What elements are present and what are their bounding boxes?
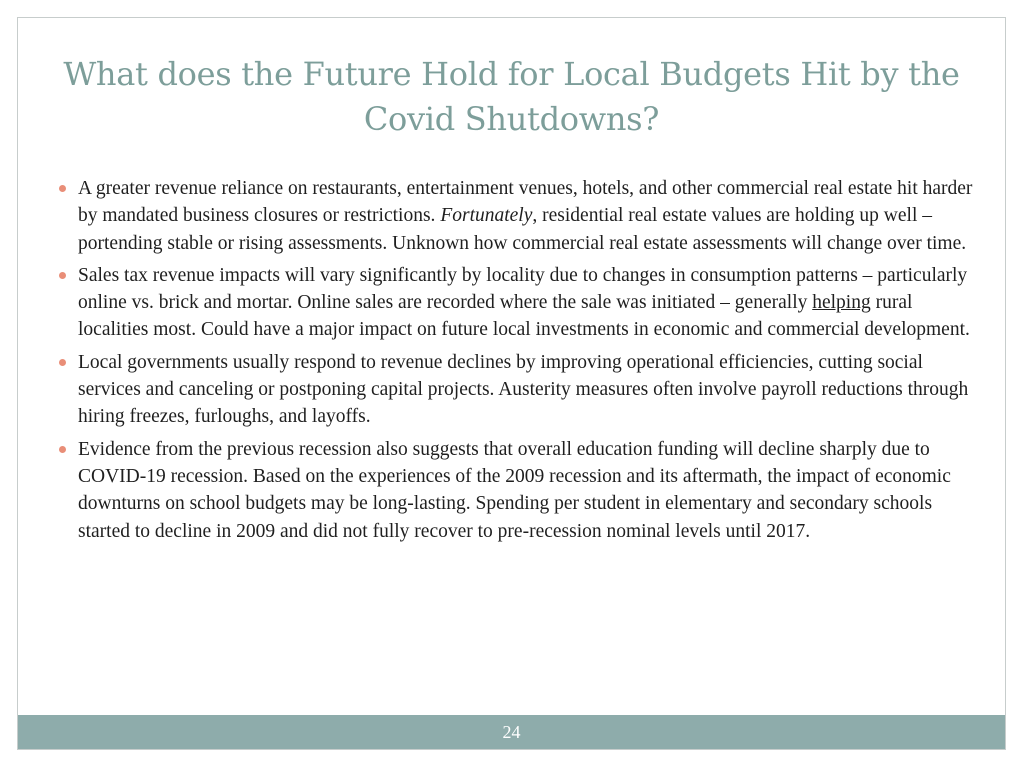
bullet-text: Local governments usually respond to revenue declines by improving operational efficiencies, cutting social services and canceling or postponing capital projects. Austerity measures often involve payroll reductions through hiring freezes, furloughs, and layoffs. [78,351,969,428]
bullet-item-education-funding [59,436,979,545]
bullet-dot-icon [59,359,66,366]
bullet-text-part: , residential real estate values are holding up well – portending stable or rising assessments. Unknown how commercial real estate assessments will change over time. [78,205,967,254]
bullet-list [59,175,979,550]
bullet-text-part: rural localities most. Could have a major impact on future local investments in economic and commercial development. [78,292,970,341]
footer-bar [18,715,1005,749]
bullet-item-sales-tax [59,262,979,344]
bullet-item-local-government-response [59,349,979,431]
page-number: 24 [502,722,521,742]
bullet-text-underlined: helping [812,292,871,314]
slide-frame [17,17,1006,750]
bullet-dot-icon [59,446,66,453]
bullet-item-commercial-real-estate [59,175,979,257]
bullet-dot-icon [59,272,66,279]
bullet-dot-icon [59,185,66,192]
bullet-text: Evidence from the previous recession also suggests that overall education funding will decline sharply due to COVID-19 recession. Based on the experiences of the 2009 recession and its aftermath, the impact of economic downturns on school budgets may be long-lasting. Spending per student in elementary and secondary schools started to decline in 2009 and did not fully recover to pre-recession nominal levels until 2017. [78,438,951,542]
slide-title: What does the Future Hold for Local Budgets Hit by the Covid Shutdowns? [63,55,960,138]
bullet-text-part: Sales tax revenue impacts will vary significantly by locality due to changes in consumption patterns – particularly online vs. brick and mortar. Online sales are recorded where the sale was initiated – generally [78,264,968,314]
bullet-text-part: A greater revenue reliance on restaurants, entertainment venues, hotels, and other commercial real estate hit harder by mandated business closures or restrictions. [78,178,973,227]
bullet-text-italic: Fortunately [440,205,533,227]
